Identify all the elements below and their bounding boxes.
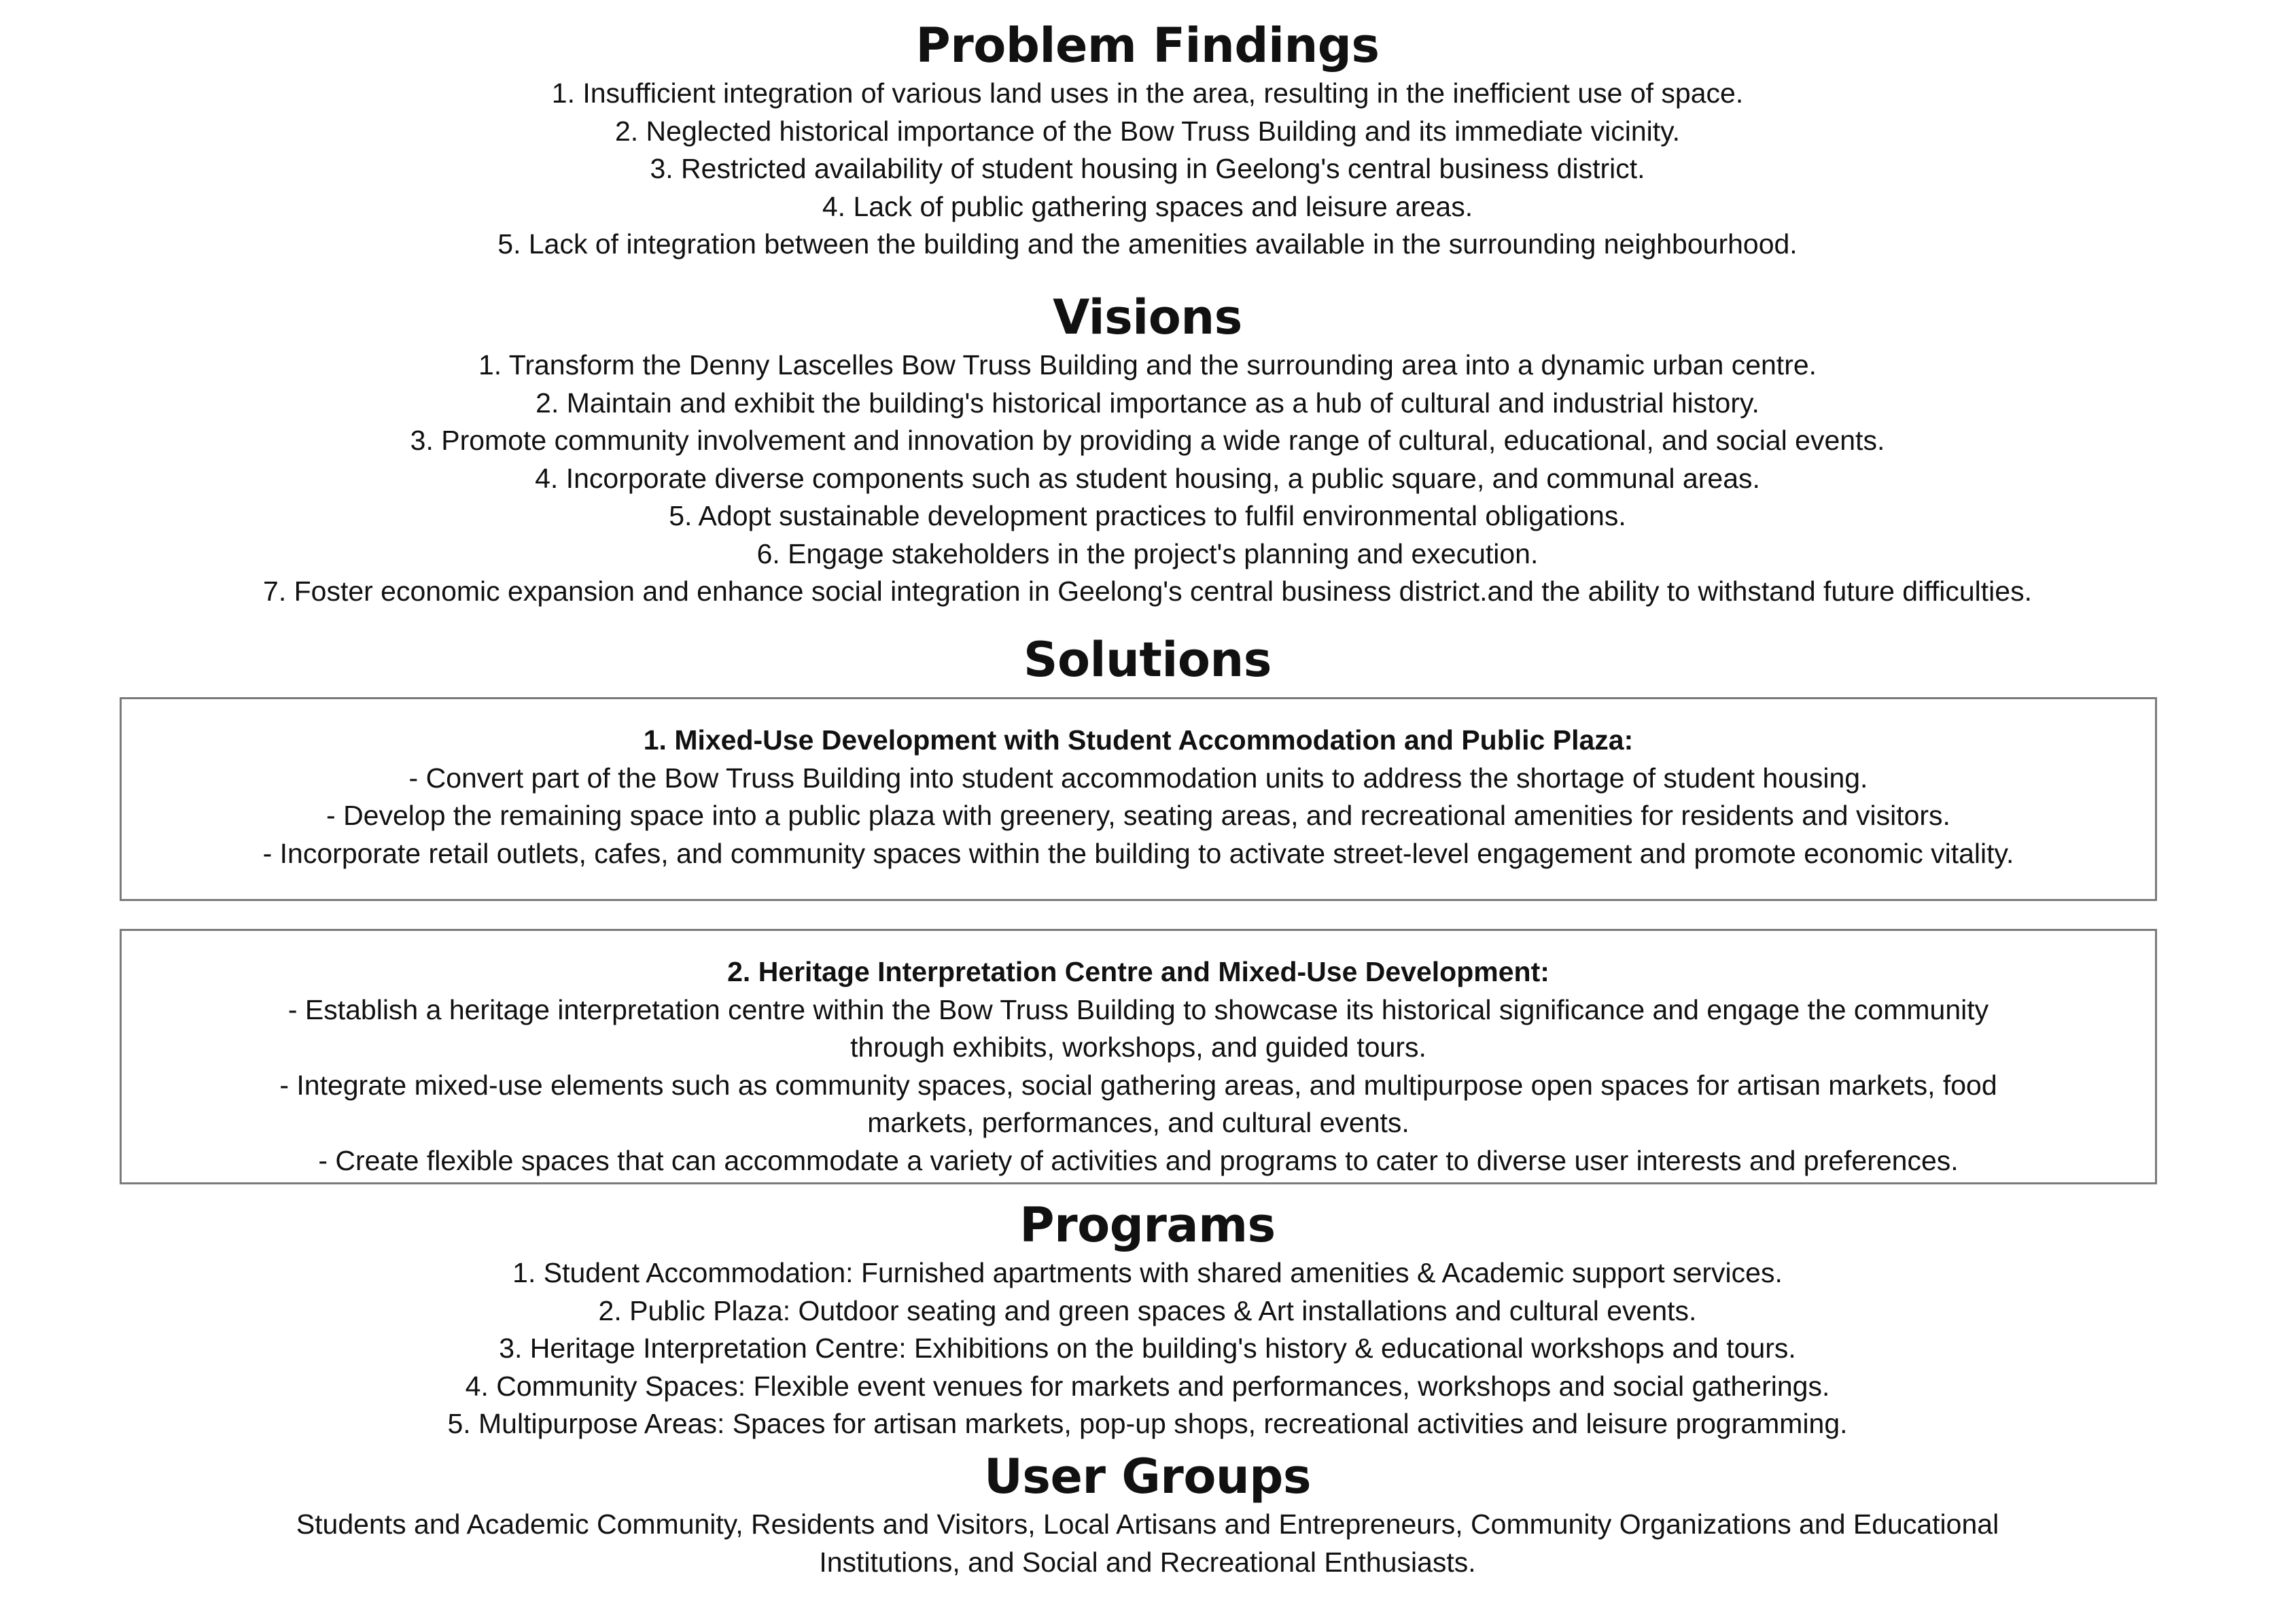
solutions-section-header <box>0 631 2295 689</box>
problem-findings-section <box>0 16 2295 264</box>
user-groups-text: Students and Academic Community, Residents and Visitors, Local Artisans and Entrepreneurs, Community Organizations and Educational Institutions, and Social and Recreational Enthusiasts. <box>296 1508 1999 1578</box>
problem-findings-title: Problem Findings <box>915 18 1380 73</box>
program-item: 5. Multipurpose Areas: Spaces for artisan markets, pop-up shops, recreational activities and leisure programming. <box>447 1408 1848 1439</box>
programs-title: Programs <box>1019 1197 1276 1253</box>
solution-heading: 1. Mixed-Use Development with Student Accommodation and Public Plaza: <box>643 724 1634 756</box>
user-groups-title: User Groups <box>983 1449 1312 1504</box>
solution-heading: 2. Heritage Interpretation Centre and Mixed-Use Development: <box>727 956 1549 987</box>
problem-item: 5. Lack of integration between the building and the amenities available in the surrounding neighbourhood. <box>497 228 1798 260</box>
program-item: 1. Student Accommodation: Furnished apartments with shared amenities & Academic support services. <box>512 1257 1783 1288</box>
programs-section <box>0 1196 2295 1443</box>
vision-item: 5. Adopt sustainable development practices to fulfil environmental obligations. <box>669 500 1626 531</box>
solution-line: markets, performances, and cultural events. <box>867 1107 1409 1138</box>
solution-box-1 <box>120 697 2157 901</box>
visions-section <box>0 288 2295 611</box>
problem-item: 1. Insufficient integration of various land uses in the area, resulting in the inefficient use of space. <box>551 77 1744 109</box>
vision-item: 2. Maintain and exhibit the building's historical importance as a hub of cultural and industrial history. <box>536 387 1759 419</box>
program-item: 4. Community Spaces: Flexible event venues for markets and performances, workshops and social gatherings. <box>465 1370 1830 1402</box>
solutions-title: Solutions <box>1023 632 1272 688</box>
solution-line: - Integrate mixed-use elements such as community spaces, social gathering areas, and multipurpose open spaces for artisan markets, food <box>279 1069 1997 1101</box>
program-item: 2. Public Plaza: Outdoor seating and green spaces & Art installations and cultural events. <box>598 1294 1697 1326</box>
solution-line: through exhibits, workshops, and guided tours. <box>850 1031 1426 1063</box>
solution-box-2 <box>120 929 2157 1184</box>
solution-line: - Incorporate retail outlets, cafes, and community spaces within the building to activate street-level engagement and promote economic vitality. <box>262 837 2014 869</box>
visions-title: Visions <box>1053 289 1242 345</box>
vision-item: 4. Incorporate diverse components such as student housing, a public square, and communal areas. <box>535 462 1760 494</box>
problem-item: 4. Lack of public gathering spaces and leisure areas. <box>822 190 1473 222</box>
problem-item: 2. Neglected historical importance of the Bow Truss Building and its immediate vicinity. <box>614 115 1681 147</box>
vision-item: 3. Promote community involvement and innovation by providing a wide range of cultural, educational, and social events. <box>410 425 1885 456</box>
user-groups-section <box>0 1447 2295 1581</box>
solution-line: - Develop the remaining space into a public plaza with greenery, seating areas, and recreational amenities for residents and visitors. <box>326 800 1950 831</box>
problem-item: 3. Restricted availability of student housing in Geelong's central business district. <box>650 153 1645 184</box>
solution-line: - Convert part of the Bow Truss Building into student accommodation units to address the shortage of student housing. <box>408 762 1868 794</box>
program-item: 3. Heritage Interpretation Centre: Exhibitions on the building's history & educational workshops and tours. <box>499 1332 1796 1364</box>
solution-line: - Create flexible spaces that can accommodate a variety of activities and programs to cater to diverse user interests and preferences. <box>318 1144 1959 1176</box>
vision-item: 6. Engage stakeholders in the project's planning and execution. <box>756 537 1539 569</box>
solution-line: - Establish a heritage interpretation centre within the Bow Truss Building to showcase its historical significance and engage the community <box>287 993 1989 1025</box>
vision-item: 1. Transform the Denny Lascelles Bow Truss Building and the surrounding area into a dynamic urban centre. <box>478 349 1817 381</box>
vision-item: 7. Foster economic expansion and enhance social integration in Geelong's central business district.and the ability to withstand future difficulties. <box>263 576 2032 607</box>
